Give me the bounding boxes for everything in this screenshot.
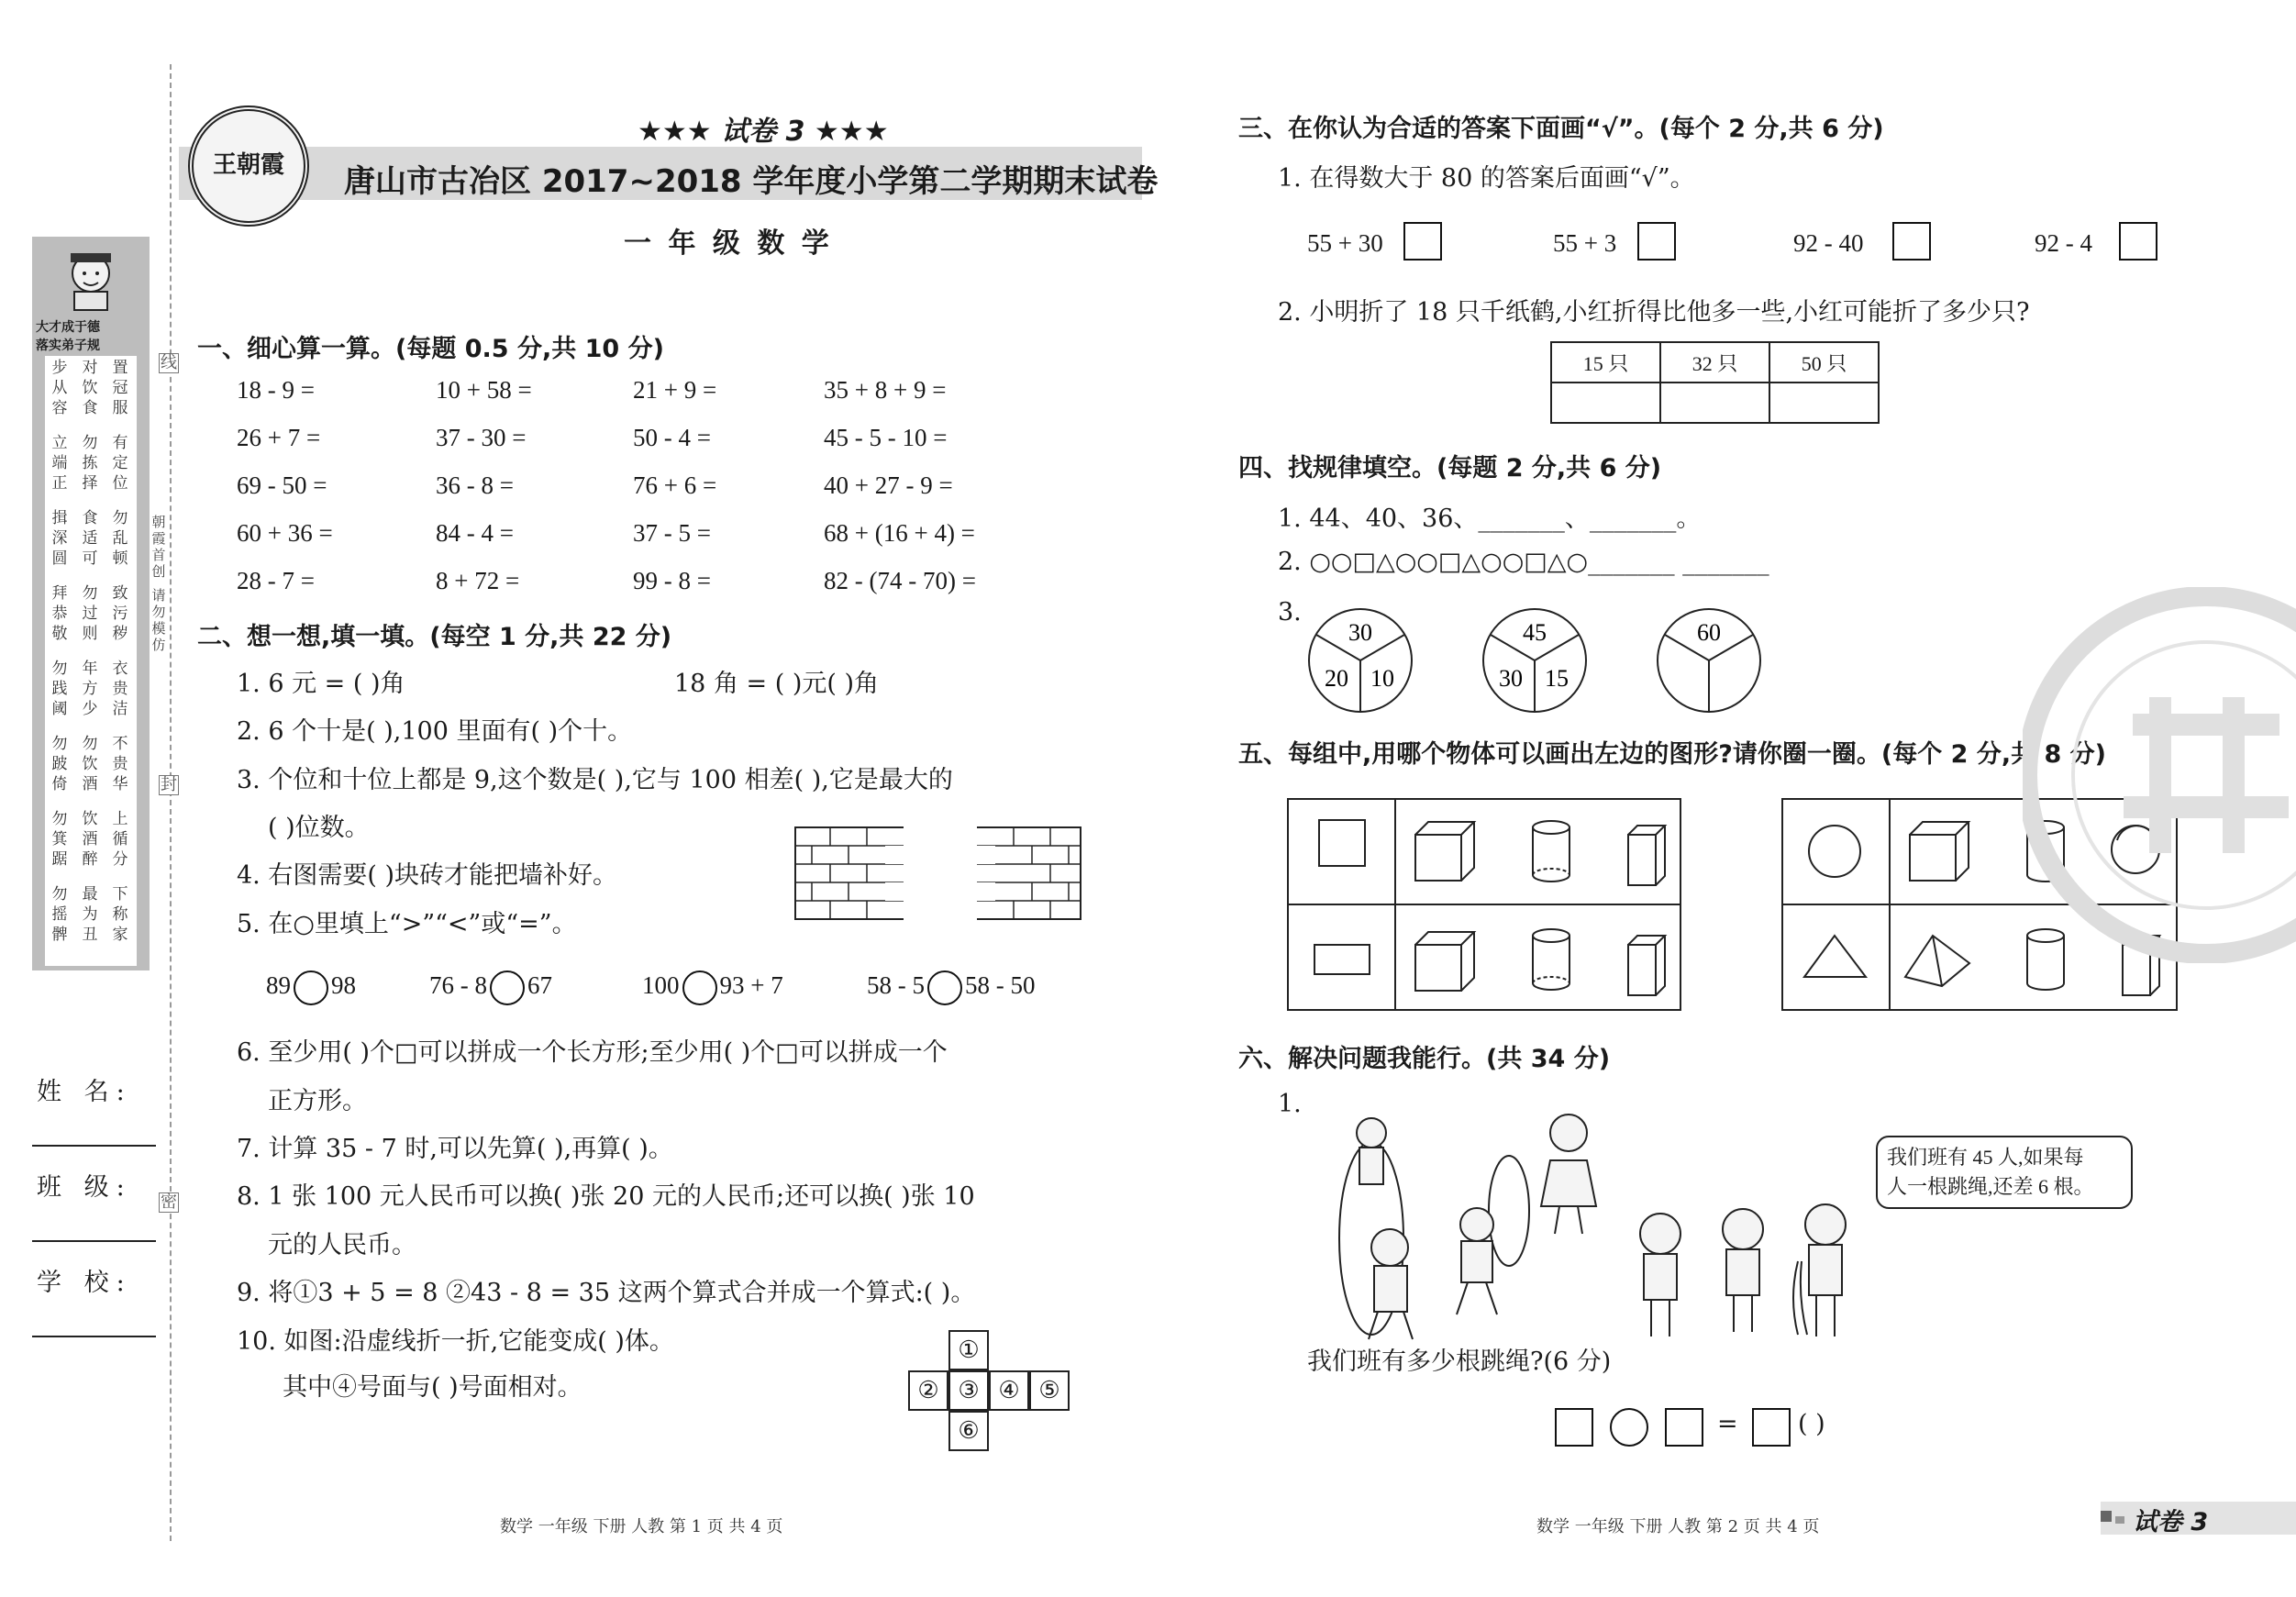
calc-item: 82 - (74 - 70) =: [824, 567, 976, 594]
calc-item: 28 - 7 =: [237, 567, 315, 594]
maxim-text: 年方少: [82, 660, 98, 718]
compare-left: 100: [642, 971, 680, 1000]
maxim-text: 上循分: [112, 810, 128, 869]
compare-right: 98: [331, 971, 356, 1000]
square-shape-icon: [1319, 820, 1365, 866]
speech-bubble: [1876, 1136, 2133, 1209]
maxim-text: 勿拣择: [82, 434, 98, 493]
calc-item: 18 - 9 =: [237, 376, 315, 404]
net-face: ②: [908, 1370, 948, 1411]
copyright-note-2: 请 勿 模 仿: [151, 587, 166, 653]
tick-cell-15[interactable]: [1551, 383, 1660, 423]
footer-badge: [2101, 1502, 2296, 1535]
calc-item: 69 - 50 =: [237, 471, 327, 499]
paper-series: ★★★ 试卷 3 ★★★: [638, 116, 889, 148]
maxim-text: 有定位: [112, 434, 128, 493]
q6-1-question: 我们班有多少根跳绳?(6 分): [1307, 1347, 1612, 1376]
option-15: 15 只: [1551, 342, 1660, 383]
q2-7: 7. 计算 35 - 7 时,可以先算( ),再算( )。: [237, 1135, 673, 1163]
calc-item: 60 + 36 =: [237, 519, 333, 547]
compare-circle[interactable]: [927, 970, 962, 1005]
net-face: ③: [948, 1370, 989, 1411]
school-field[interactable]: [32, 1336, 156, 1337]
q4-3: 3.: [1278, 598, 1302, 627]
shape-group-left: [1287, 798, 1681, 1011]
section-1-title: 一、细心算一算。(每题 0.5 分,共 10 分): [197, 335, 664, 363]
pie-value: 30: [1348, 619, 1372, 646]
answer-box-2[interactable]: [1665, 1408, 1703, 1447]
maxim-text: 勿摇髀: [51, 885, 68, 944]
calc-item: 8 + 72 =: [436, 567, 520, 594]
section-5-title: 五、每组中,用哪个物体可以画出左边的图形?请你圈一圈。(每个 2 分,共 8 分): [1238, 740, 2107, 769]
option-50: 50 只: [1769, 342, 1879, 383]
motto-sidebar: [32, 237, 150, 970]
class-label: 班 级:: [37, 1173, 132, 1202]
footer-right: 数学 一年级 下册 人教 第 2 页 共 4 页: [1536, 1517, 1820, 1536]
speech-line-2: 人一根跳绳,还差 6 根。: [1887, 1175, 2094, 1198]
q2-8b: 元的人民币。: [268, 1231, 416, 1259]
q2-6a: 6. 至少用( )个□可以拼成一个长方形;至少用( )个□可以拼成一个: [237, 1038, 948, 1067]
footer-left: 数学 一年级 下册 人教 第 1 页 共 4 页: [500, 1517, 783, 1536]
maxim-text: 步从容: [51, 359, 68, 417]
badge-square-icon-2: [2115, 1516, 2124, 1524]
pie-value: 30: [1499, 665, 1523, 692]
maxim-text: 勿践阈: [51, 660, 68, 718]
compare-circle[interactable]: [490, 970, 525, 1005]
tick-box[interactable]: [1637, 222, 1676, 261]
maxim-text: 勿跛倚: [51, 735, 68, 793]
calc-item: 50 - 4 =: [633, 424, 711, 451]
maxim-text: 拜恭敬: [51, 584, 68, 643]
tick-box[interactable]: [2119, 222, 2157, 261]
tick-expression: 55 + 30: [1307, 229, 1383, 257]
net-face: ⑥: [948, 1411, 989, 1451]
pie-value: 10: [1370, 665, 1394, 692]
seal-char-1: 线: [161, 353, 177, 372]
seal-char-2: 封: [161, 775, 177, 794]
calc-item: 84 - 4 =: [436, 519, 514, 547]
class-field[interactable]: [32, 1240, 156, 1242]
maxim-text: 不贵华: [112, 735, 128, 793]
q2-8a: 8. 1 张 100 元人民币可以换( )张 20 元的人民币;还可以换( )张 10: [237, 1182, 975, 1211]
q4-2: 2. ○○□△○○□△○○□△○_______ _______: [1278, 548, 1769, 576]
tick-cell-50[interactable]: [1769, 383, 1879, 423]
number-pie: [1654, 605, 1764, 715]
maxim-text: 饮酒醉: [82, 810, 98, 869]
equals-sign: =: [1717, 1410, 1738, 1438]
compare-item: [642, 970, 783, 1005]
answer-box-1[interactable]: [1555, 1408, 1593, 1447]
maxim-text: 勿箕踞: [51, 810, 68, 869]
q2-6b: 正方形。: [268, 1087, 367, 1115]
tick-expression: 92 - 4: [2035, 229, 2092, 257]
pie-value: 60: [1697, 619, 1721, 646]
q2-1b: 18 角 = ( )元( )角: [674, 670, 880, 698]
compare-left: 89: [266, 971, 291, 1000]
pie-value: 20: [1325, 665, 1348, 692]
compare-right: 67: [527, 971, 552, 1000]
section-3-title: 三、在你认为合适的答案下面画“√”。(每个 2 分,共 6 分): [1238, 115, 1884, 143]
maxim-box: [45, 356, 137, 966]
paper-series-label: 试卷 3: [721, 116, 805, 148]
calc-item: 10 + 58 =: [436, 376, 532, 404]
net-face: ⑤: [1029, 1370, 1070, 1411]
net-face: ④: [989, 1370, 1029, 1411]
calc-item: 26 + 7 =: [237, 424, 321, 451]
calc-item: 21 + 9 =: [633, 376, 717, 404]
tick-box[interactable]: [1403, 222, 1442, 261]
maxim-text: 下称家: [112, 885, 128, 944]
section-2-title: 二、想一想,填一填。(每空 1 分,共 22 分): [197, 623, 672, 651]
number-pie: [1305, 605, 1415, 715]
maxim-text: 揖深圆: [51, 509, 68, 568]
motto-line-2: 落实弟子规: [36, 338, 100, 353]
q4-1: 1. 44、40、36、_______、_______。: [1278, 505, 1702, 533]
binding-line: [170, 64, 172, 1541]
watermark-seal: [2023, 587, 2296, 963]
compare-item: [266, 970, 356, 1005]
badge-label: 试卷 3: [2133, 1508, 2209, 1536]
maxim-text: 致污秽: [112, 584, 128, 643]
q2-3a: 3. 个位和十位上都是 9,这个数是( ),它与 100 相差( ),它是最大的: [237, 766, 953, 794]
net-face: ①: [948, 1330, 989, 1370]
answer-box-3[interactable]: [1752, 1408, 1791, 1447]
calc-item: 37 - 30 =: [436, 424, 527, 451]
q2-10a: 10. 如图:沿虚线折一折,它能变成( )体。: [237, 1327, 674, 1356]
compare-left: 76 - 8: [429, 971, 487, 1000]
calc-item: 45 - 5 - 10 =: [824, 424, 948, 451]
compare-item: [429, 970, 552, 1005]
tick-expression: 92 - 40: [1793, 229, 1864, 257]
rectangle-shape-icon: [1314, 945, 1370, 974]
copyright-note: 朝 霞 首 创: [151, 514, 166, 580]
maxim-text: 食适可: [82, 509, 98, 568]
calc-item: 36 - 8 =: [436, 471, 514, 499]
name-field[interactable]: [32, 1145, 156, 1147]
section-6-title: 六、解决问题我能行。(共 34 分): [1238, 1045, 1611, 1073]
speech-line-1: 我们班有 45 人,如果每: [1887, 1146, 2084, 1169]
exam-title: 唐山市古冶区 2017~2018 学年度小学第二学期期末试卷: [344, 163, 1159, 200]
triangle-shape-icon: [1804, 936, 1866, 977]
compare-right: 58 - 50: [965, 971, 1036, 1000]
exam-subtitle: 一 年 级 数 学: [624, 227, 833, 260]
compare-left: 58 - 5: [867, 971, 925, 1000]
maxim-text: 勿过则: [82, 584, 98, 643]
q6-1: 1.: [1278, 1090, 1302, 1118]
q3-1: 1. 在得数大于 80 的答案后面画“√”。: [1278, 164, 1695, 193]
maxim-text: 衣贵洁: [112, 660, 128, 718]
q3-2: 2. 小明折了 18 只千纸鹤,小红折得比他多一些,小红可能折了多少只?: [1278, 298, 2030, 327]
tick-box[interactable]: [1892, 222, 1931, 261]
compare-circle[interactable]: [682, 970, 717, 1005]
maxim-text: 置冠服: [112, 359, 128, 417]
school-label: 学 校:: [37, 1269, 132, 1297]
q2-10b: 其中④号面与( )号面相对。: [283, 1373, 582, 1402]
option-32: 32 只: [1660, 342, 1769, 383]
pie-value: 15: [1545, 665, 1569, 692]
compare-right: 93 + 7: [719, 971, 783, 1000]
maxim-text: 勿饮酒: [82, 735, 98, 793]
maxim-text: 勿乱顿: [112, 509, 128, 568]
compare-item: [867, 970, 1036, 1005]
q2-1a: 1. 6 元 = ( )角: [237, 670, 405, 698]
tick-cell-32[interactable]: [1660, 383, 1769, 423]
answer-unit[interactable]: ( ): [1798, 1410, 1825, 1438]
name-label: 姓 名:: [37, 1078, 132, 1106]
q2-9: 9. 将①3 + 5 = 8 ②43 - 8 = 35 这两个算式合并成一个算式:( )。: [237, 1279, 976, 1307]
calc-item: 68 + (16 + 4) =: [824, 519, 975, 547]
compare-circle[interactable]: [294, 970, 328, 1005]
pie-value: 45: [1523, 619, 1547, 646]
maxim-text: 立端正: [51, 434, 68, 493]
calc-item: 37 - 5 =: [633, 519, 711, 547]
calc-item: 35 + 8 + 9 =: [824, 376, 947, 404]
calc-item: 99 - 8 =: [633, 567, 711, 594]
crane-options-table: [1550, 341, 1880, 424]
q2-5: 5. 在○里填上“>”“<”或“=”。: [237, 910, 577, 938]
circle-shape-icon: [1809, 826, 1860, 877]
answer-operator-circle[interactable]: [1610, 1408, 1648, 1447]
jump-rope-illustration: [1330, 1105, 1880, 1348]
q2-4: 4. 右图需要( )块砖才能把墙补好。: [237, 861, 617, 890]
calc-item: 76 + 6 =: [633, 471, 717, 499]
number-pie: [1480, 605, 1590, 715]
cartoon-figure-icon: [58, 246, 124, 312]
maxim-text: 最为丑: [82, 885, 98, 944]
maxim-text: 对饮食: [82, 359, 98, 417]
q2-2: 2. 6 个十是( ),100 里面有( )个十。: [237, 717, 633, 746]
motto-line-1: 大才成于德: [36, 320, 100, 335]
publisher-logo: [188, 105, 309, 227]
seal-char-3: 密: [161, 1192, 177, 1212]
brick-wall-figure: [793, 826, 1082, 922]
tick-expression: 55 + 3: [1553, 229, 1617, 257]
section-4-title: 四、找规律填空。(每题 2 分,共 6 分): [1238, 454, 1662, 482]
calc-item: 40 + 27 - 9 =: [824, 471, 953, 499]
logo-text: 王朝霞: [212, 151, 284, 179]
badge-square-icon: [2101, 1511, 2112, 1522]
q2-3b: ( )位数。: [268, 814, 370, 842]
